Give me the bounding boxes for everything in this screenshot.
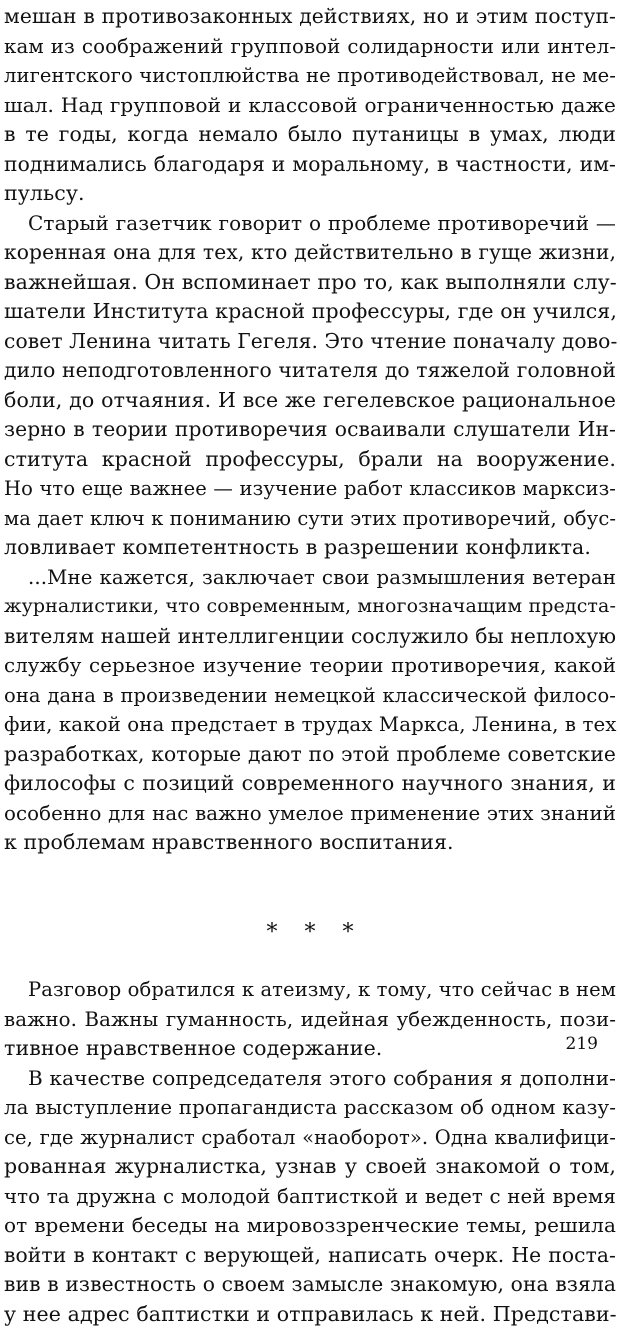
text-line: совет Ленина читать Гегеля. Это чтение поначалу дово- <box>4 327 616 357</box>
text-line: важнейшая. Он вспоминает про то, как выполняли слу- <box>4 268 616 298</box>
text-line: что та дружна с молодой баптисткой и ведет с ней время <box>4 1182 616 1212</box>
text-line: фии, какой она предстает в трудах Маркса, Ленина, в тех <box>4 710 616 740</box>
text-line: ловливает компетентность в разрешении конфликта. <box>4 533 616 563</box>
text-line: коренная она для тех, кто действительно в гуще жизни, <box>4 238 616 268</box>
text-line: особенно для нас важно умелое применение этих знаний <box>4 799 616 829</box>
text-line: войти в контакт с верующей, написать очерк. Не поста- <box>4 1241 616 1271</box>
text-line: важно. Важны гуманность, идейная убежденность, пози- <box>4 1005 616 1035</box>
text-line: службу серьезное изучение теории противоречия, какой <box>4 651 616 681</box>
paragraph-3 <box>4 563 616 858</box>
text-line: философы с позиций современного научного знания, и <box>4 769 616 799</box>
text-line: В качестве сопредседателя этого собрания я дополни- <box>4 1064 616 1094</box>
text-line: Но что еще важнее — изучение работ классиков марксиз- <box>4 474 616 504</box>
text-line: зерно в теории противоречия осваивали слушатели Ин- <box>4 415 616 445</box>
text-line: рованная журналистка, узнав у своей знакомой о том, <box>4 1152 616 1182</box>
page-body <box>4 2 616 1329</box>
text-line: ...Мне кажется, заключает свои размышления ветеран <box>4 563 616 593</box>
text-line: шатели Института красной профессуры, где он учился, <box>4 297 616 327</box>
text-line: шал. Над групповой и классовой ограниченностью даже <box>4 91 616 121</box>
spacer <box>4 858 616 918</box>
text-line: тивное нравственное содержание. <box>4 1034 616 1064</box>
text-line: Разговор обратился к атеизму, к тому, что сейчас в нем <box>4 975 616 1005</box>
text-line: к проблемам нравственного воспитания. <box>4 828 616 858</box>
text-line: вив в известность о своем замысле знакомую, она взяла <box>4 1270 616 1300</box>
text-line: дило неподготовленного читателя до тяжелой головной <box>4 356 616 386</box>
paragraph-5 <box>4 1064 616 1329</box>
text-line: у нее адрес баптистки и отправилась к ней. Представи- <box>4 1300 616 1329</box>
text-line: кам из соображений групповой солидарности или интел- <box>4 32 616 62</box>
text-line: она дана в произведении немецкой классической филосо- <box>4 681 616 711</box>
text-line: пульсу. <box>4 179 616 209</box>
text-line: ститута красной профессуры, брали на вооружение. <box>4 445 616 475</box>
text-line: се, где журналист сработал «наоборот». Одна квалифици- <box>4 1123 616 1153</box>
text-line: Старый газетчик говорит о проблеме противоречий — <box>4 209 616 239</box>
text-line: поднимались благодаря и моральному, в частности, им- <box>4 150 616 180</box>
page-number: 219 <box>566 1033 598 1055</box>
text-line: от времени беседы на мировоззренческие темы, решила <box>4 1211 616 1241</box>
text-line: боли, до отчаяния. И все же гегелевское рациональное <box>4 386 616 416</box>
text-line: ма дает ключ к пониманию сути этих противоречий, обус- <box>4 504 616 534</box>
paragraph-4 <box>4 975 616 1064</box>
text-line: мешан в противозаконных действиях, но и этим поступ- <box>4 2 616 32</box>
section-separator: * * * <box>4 918 616 948</box>
text-line: разработках, которые дают по этой проблеме советские <box>4 740 616 770</box>
text-line: лигентского чистоплюйства не противодействовал, не ме- <box>4 61 616 91</box>
text-line: журналистики, что современным, многозначащим предста- <box>4 592 616 622</box>
text-line: вителям нашей интеллигенции сослужило бы неплохую <box>4 622 616 652</box>
paragraph-1 <box>4 2 616 209</box>
spacer <box>4 947 616 975</box>
text-line: в те годы, когда немало было путаницы в умах, люди <box>4 120 616 150</box>
paragraph-2 <box>4 209 616 563</box>
text-line: ла выступление пропагандиста рассказом об одном казу- <box>4 1093 616 1123</box>
